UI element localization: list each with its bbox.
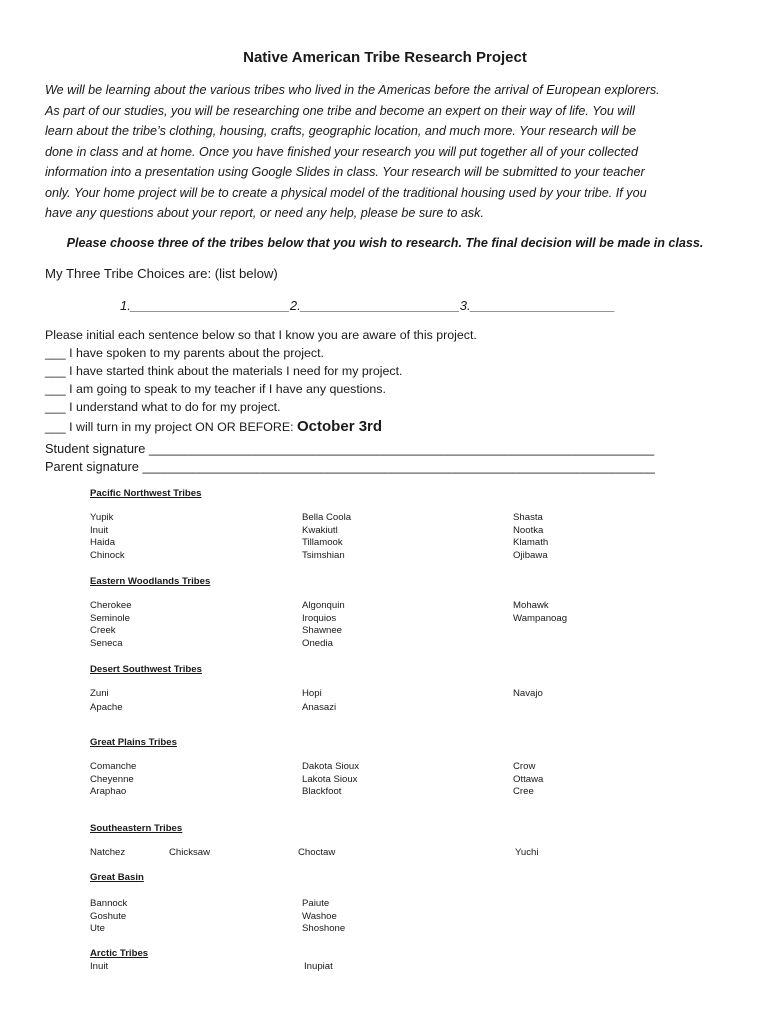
tribe-name: Bannock <box>90 898 128 909</box>
initial-instruction: Please initial each sentence below so that I know you are aware of this project. <box>45 328 477 342</box>
tribe-name: Cheyenne <box>90 773 134 785</box>
tribe-name: Tillamook <box>302 537 343 549</box>
region-heading: Great Plains Tribes <box>90 737 177 748</box>
tribe-column <box>302 512 351 562</box>
tribe-name: Araphao <box>90 786 127 798</box>
tribe-name: Crow <box>513 761 536 772</box>
tribe-column <box>302 600 345 650</box>
tribe-name: Inuit <box>90 961 109 972</box>
tribe-name: Wampanoag <box>513 612 568 624</box>
tribe-column <box>302 761 359 799</box>
choices-label: My Three Tribe Choices are: (list below) <box>45 266 278 281</box>
tribe-name: Apache <box>90 702 123 713</box>
tribe-name: Blackfoot <box>302 786 342 798</box>
tribe-name: Algonquin <box>302 600 345 611</box>
tribe-name: Lakota Sioux <box>302 773 358 785</box>
tribe-name: Nootka <box>513 524 544 536</box>
region-heading: Arctic Tribes <box>90 948 149 959</box>
tribe-name: Inupiat <box>304 961 333 972</box>
tribe-column <box>90 761 136 799</box>
tribe-name: Seneca <box>90 637 123 649</box>
tribe-name: Ottawa <box>513 773 544 785</box>
tribe-name: Navajo <box>513 688 543 699</box>
region-heading: Eastern Woodlands Tribes <box>90 576 211 587</box>
tribe-column <box>513 600 567 625</box>
tribe-column <box>513 512 548 562</box>
intro-line: learn about the tribe’s clothing, housing, crafts, geographic location, and much more. Your research will be <box>45 124 637 138</box>
tribe-name: Zuni <box>90 688 109 699</box>
deadline-date: October 3rd <box>297 418 383 435</box>
tribe-name: Comanche <box>90 761 137 772</box>
tribe-name: Bella Coola <box>302 512 352 523</box>
tribe-column <box>302 687 336 715</box>
tribe-name: Shasta <box>513 512 543 523</box>
turn-in-text: ___ I will turn in my project ON OR BEFORE: <box>45 420 298 434</box>
region-heading: Southeastern Tribes <box>90 823 183 834</box>
tribe-name: Cherokee <box>90 600 132 611</box>
tribe-name: Chinock <box>90 549 125 561</box>
tribe-column <box>90 898 127 936</box>
region-heading: Desert Southwest Tribes <box>90 664 202 675</box>
checklist-item[interactable]: ___ I have spoken to my parents about the project. <box>45 346 324 360</box>
tribe-name: Natchez <box>90 847 126 858</box>
tribe-name: Dakota Sioux <box>302 761 360 772</box>
tribe-column <box>90 512 125 562</box>
intro-paragraph <box>45 80 735 224</box>
tribe-name: Yupik <box>90 512 114 523</box>
tribe-name: Anasazi <box>302 702 337 713</box>
parent-signature-line[interactable]: Parent signature ________________________________________________________________________ <box>45 459 655 474</box>
tribe-name: Tsimshian <box>302 549 345 561</box>
tribe-name: Klamath <box>513 537 549 549</box>
intro-line: As part of our studies, you will be researching one tribe and become an expert on their way of life. You will <box>45 103 635 118</box>
tribe-name: Shawnee <box>302 625 343 637</box>
checklist-item[interactable]: ___ I understand what to do for my project. <box>45 400 281 414</box>
tribe-name: Ute <box>90 923 105 935</box>
tribe-name: Mohawk <box>513 600 549 611</box>
intro-line: We will be learning about the various tribes who lived in the Americas before the arrival of European explorers. <box>45 83 660 97</box>
intro-line: have any questions about your report, or need any help, please be sure to ask. <box>45 206 484 220</box>
tribe-name: Ojibawa <box>513 549 548 561</box>
tribe-column <box>90 687 123 715</box>
tribe-name: Hopi <box>302 688 322 699</box>
intro-line: information into a presentation using Google Slides in class. Your research will be submitted to your teacher <box>45 165 645 179</box>
checklist-item[interactable]: ___ I have started think about the materials I need for my project. <box>45 364 403 378</box>
tribe-name: Goshute <box>90 910 127 922</box>
tribe-name: Inuit <box>90 524 109 536</box>
tribe-name: Onedia <box>302 637 333 649</box>
region-heading: Great Basin <box>90 872 144 883</box>
tribe-name: Paiute <box>302 898 330 909</box>
tribe-name: Kwakiutl <box>302 524 338 536</box>
tribe-name: Choctaw <box>298 847 336 858</box>
tribe-name: Shoshone <box>302 923 346 935</box>
tribe-name: Yuchi <box>515 847 539 858</box>
page-title: Native American Tribe Research Project <box>243 49 527 66</box>
tribe-column <box>90 600 132 650</box>
tribe-name: Haida <box>90 537 116 549</box>
choose-instruction: Please choose three of the tribes below that you wish to research. The final decision will be made in class. <box>66 236 704 250</box>
tribe-name: Creek <box>90 625 116 637</box>
tribe-name: Washoe <box>302 910 337 922</box>
tribe-choice-blanks[interactable]: 1.______________________2.______________________3.____________________ <box>120 298 616 313</box>
checklist-item[interactable]: ___ I am going to speak to my teacher if I have any questions. <box>45 382 386 396</box>
student-signature-line[interactable]: Student signature _______________________________________________________________________ <box>45 441 655 456</box>
tribe-column <box>513 687 543 701</box>
tribe-name: Seminole <box>90 612 130 624</box>
intro-line: only. Your home project will be to create a physical model of the traditional housing used by your tribe. If you <box>45 185 647 200</box>
tribe-name: Chicksaw <box>169 847 211 858</box>
intro-line: done in class and at home. Once you have finished your research you will put together all of your collected <box>45 144 638 159</box>
tribe-column <box>302 898 345 936</box>
tribe-column <box>513 761 543 799</box>
region-heading: Pacific Northwest Tribes <box>90 488 202 499</box>
turn-in-item[interactable] <box>45 418 382 435</box>
tribe-name: Cree <box>513 786 534 798</box>
tribe-name: Iroquios <box>302 612 337 624</box>
